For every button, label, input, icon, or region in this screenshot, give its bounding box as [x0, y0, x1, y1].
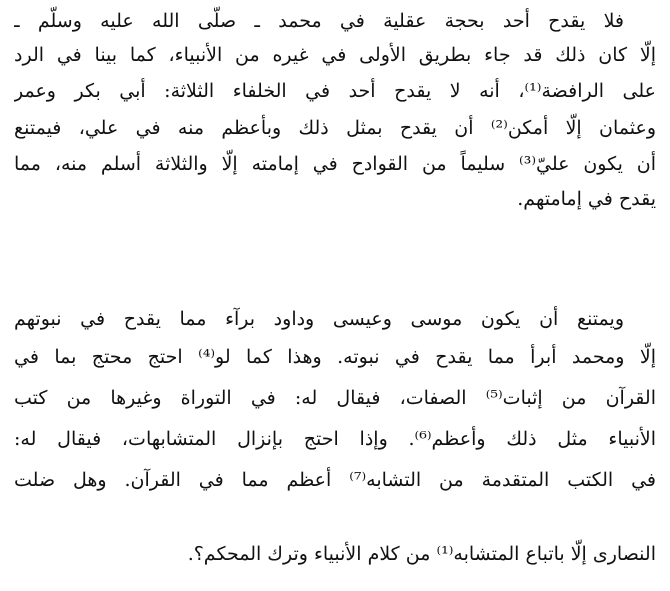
paragraph-2-line-5: في الكتب المتقدمة من التشابه⁽⁷⁾ أعظم مما في القرآن. وهل ضلت: [14, 469, 656, 491]
paragraph-1-line-3: على الرافضة⁽¹⁾، أنه لا يقدح أحد في الخلفاء الثلاثة: أبي بكر وعمر: [14, 80, 656, 102]
paragraph-1-line-4: وعثمان إلّا أمكن⁽²⁾ أن يقدح بمثل ذلك وبأعظم منه في علي، فيمتنع: [14, 117, 656, 139]
paragraph-1-line-6: يقدح في إمامتهم.: [517, 188, 656, 210]
paragraph-2-line-1: ويمتنع أن يكون موسى وعيسى وداود برآء مما يقدح في نبوتهم: [14, 308, 624, 330]
paragraph-1-line-5: أن يكون عليّ⁽³⁾ سليماً من القوادح في إمامته إلّا والثلاثة أسلم منه، مما: [14, 153, 656, 175]
paragraph-2-line-2: إلّا ومحمد أبرأ مما يقدح في نبوته. وهذا كما لو⁽⁴⁾ احتج محتج بما في: [14, 346, 656, 368]
paragraph-1-line-1: فلا يقدح أحد بحجة عقلية في محمد ـ صلّى الله عليه وسلّم ـ: [14, 10, 624, 32]
paragraph-2-line-3: القرآن من إثبات⁽⁵⁾ الصفات، فيقال له: في التوراة وغيرها من كتب: [14, 387, 656, 409]
paragraph-1-line-2: إلّا كان ذلك قد جاء بطريق الأولى في غيره من الأنبياء، كما بينا في الرد: [14, 44, 656, 66]
paragraph-2-line-6: النصارى إلّا باتباع المتشابه⁽¹⁾ من كلام الأنبياء وترك المحكم؟.: [187, 543, 656, 565]
paragraph-2-line-4: الأنبياء مثل ذلك وأعظم⁽⁶⁾. وإذا احتج بإنزال المتشابهات، فيقال له:: [14, 428, 656, 450]
